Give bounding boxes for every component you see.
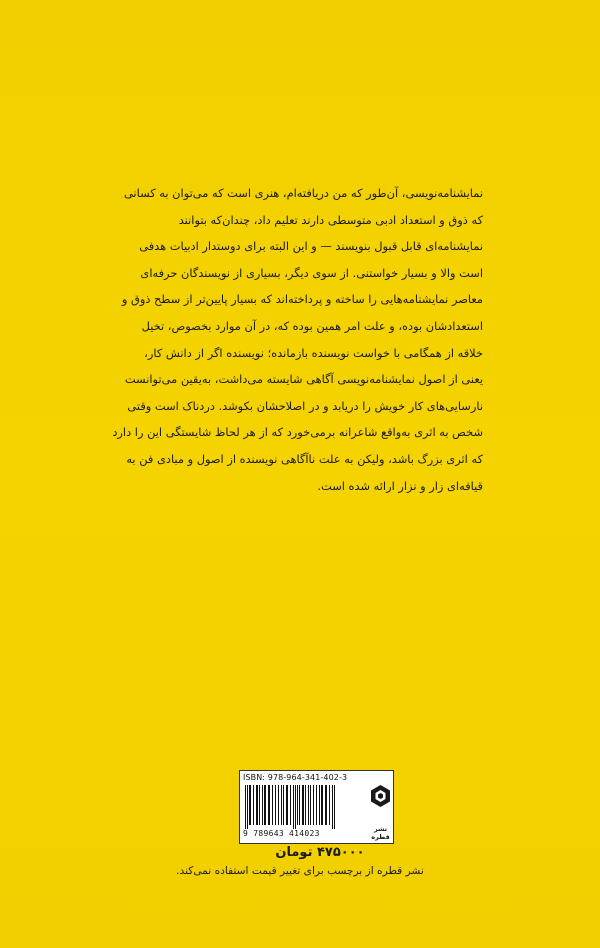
blurb-line: نارسایی‌های کار خویش را دریابد و در اصلاحشان بکوشد. دردناک است وقتی (127, 398, 483, 413)
isbn-text: ISBN: 978-964-341-402-3 (243, 773, 348, 782)
barcode-digits: 9 789643 414023 (243, 829, 320, 838)
blurb-line: معاصر نمایشنامه‌هایی را ساخته و پرداخته‌اند که بسیار پایین‌تر از سطح ذوق و (121, 292, 483, 307)
publisher-logo (368, 770, 394, 844)
price-text: ۴۷۵۰۰۰ تومان (275, 845, 365, 860)
barcode-icon (243, 785, 363, 829)
barcode-label (239, 770, 369, 844)
publisher-logo-label: نشر قطره (371, 825, 390, 841)
publisher-logo-icon (368, 771, 393, 831)
blurb-line: قیافه‌ای زار و نزار ارائه شده است. (317, 478, 483, 493)
blurb-paragraph (112, 180, 483, 499)
blurb-line: نمایشنامه‌ای قابل قبول بنویسند — و این البته برای دوستدار ادبیات هدفی (139, 239, 483, 254)
blurb-line: یعنی از اصول نمایشنامه‌نویسی آگاهی شایسته می‌داشت، به‌یقین می‌توانست (124, 372, 483, 387)
price-note: نشر قطره از برچسب برای تغییر قیمت استفاده نمی‌کند. (176, 865, 424, 877)
blurb-line: نمایشنامه‌نویسی، آن‌طور که من دریافته‌ام، هنری است که می‌توان به کسانی (123, 186, 483, 200)
blurb-line: که اثری بزرگ باشد، ولیکن به علت ناآگاهی نویسنده از اصول و مبادی فن به (126, 451, 483, 466)
blurb-line: شخص به اثری به‌واقع شاعرانه برمی‌خورد که از هر لحاظ شایستگی این را دارد (112, 425, 483, 440)
blurb-line: استعدادشان بوده، و علت امر همین بوده که، در آن موارد بخصوص، تخیل (141, 318, 483, 333)
blurb-line: که ذوق و استعداد ادبی متوسطی دارند تعلیم داد، چندان‌که بتوانند (178, 212, 483, 227)
blurb-line: است والا و بسیار خواستنی. از سوی دیگر، بسیاری از نویسندگان حرفه‌ای (140, 265, 483, 280)
blurb-line: خلاقه از همگامی با خواست نویسنده بازمانده؛ نویسنده اگر از دانش کار، (144, 345, 483, 360)
